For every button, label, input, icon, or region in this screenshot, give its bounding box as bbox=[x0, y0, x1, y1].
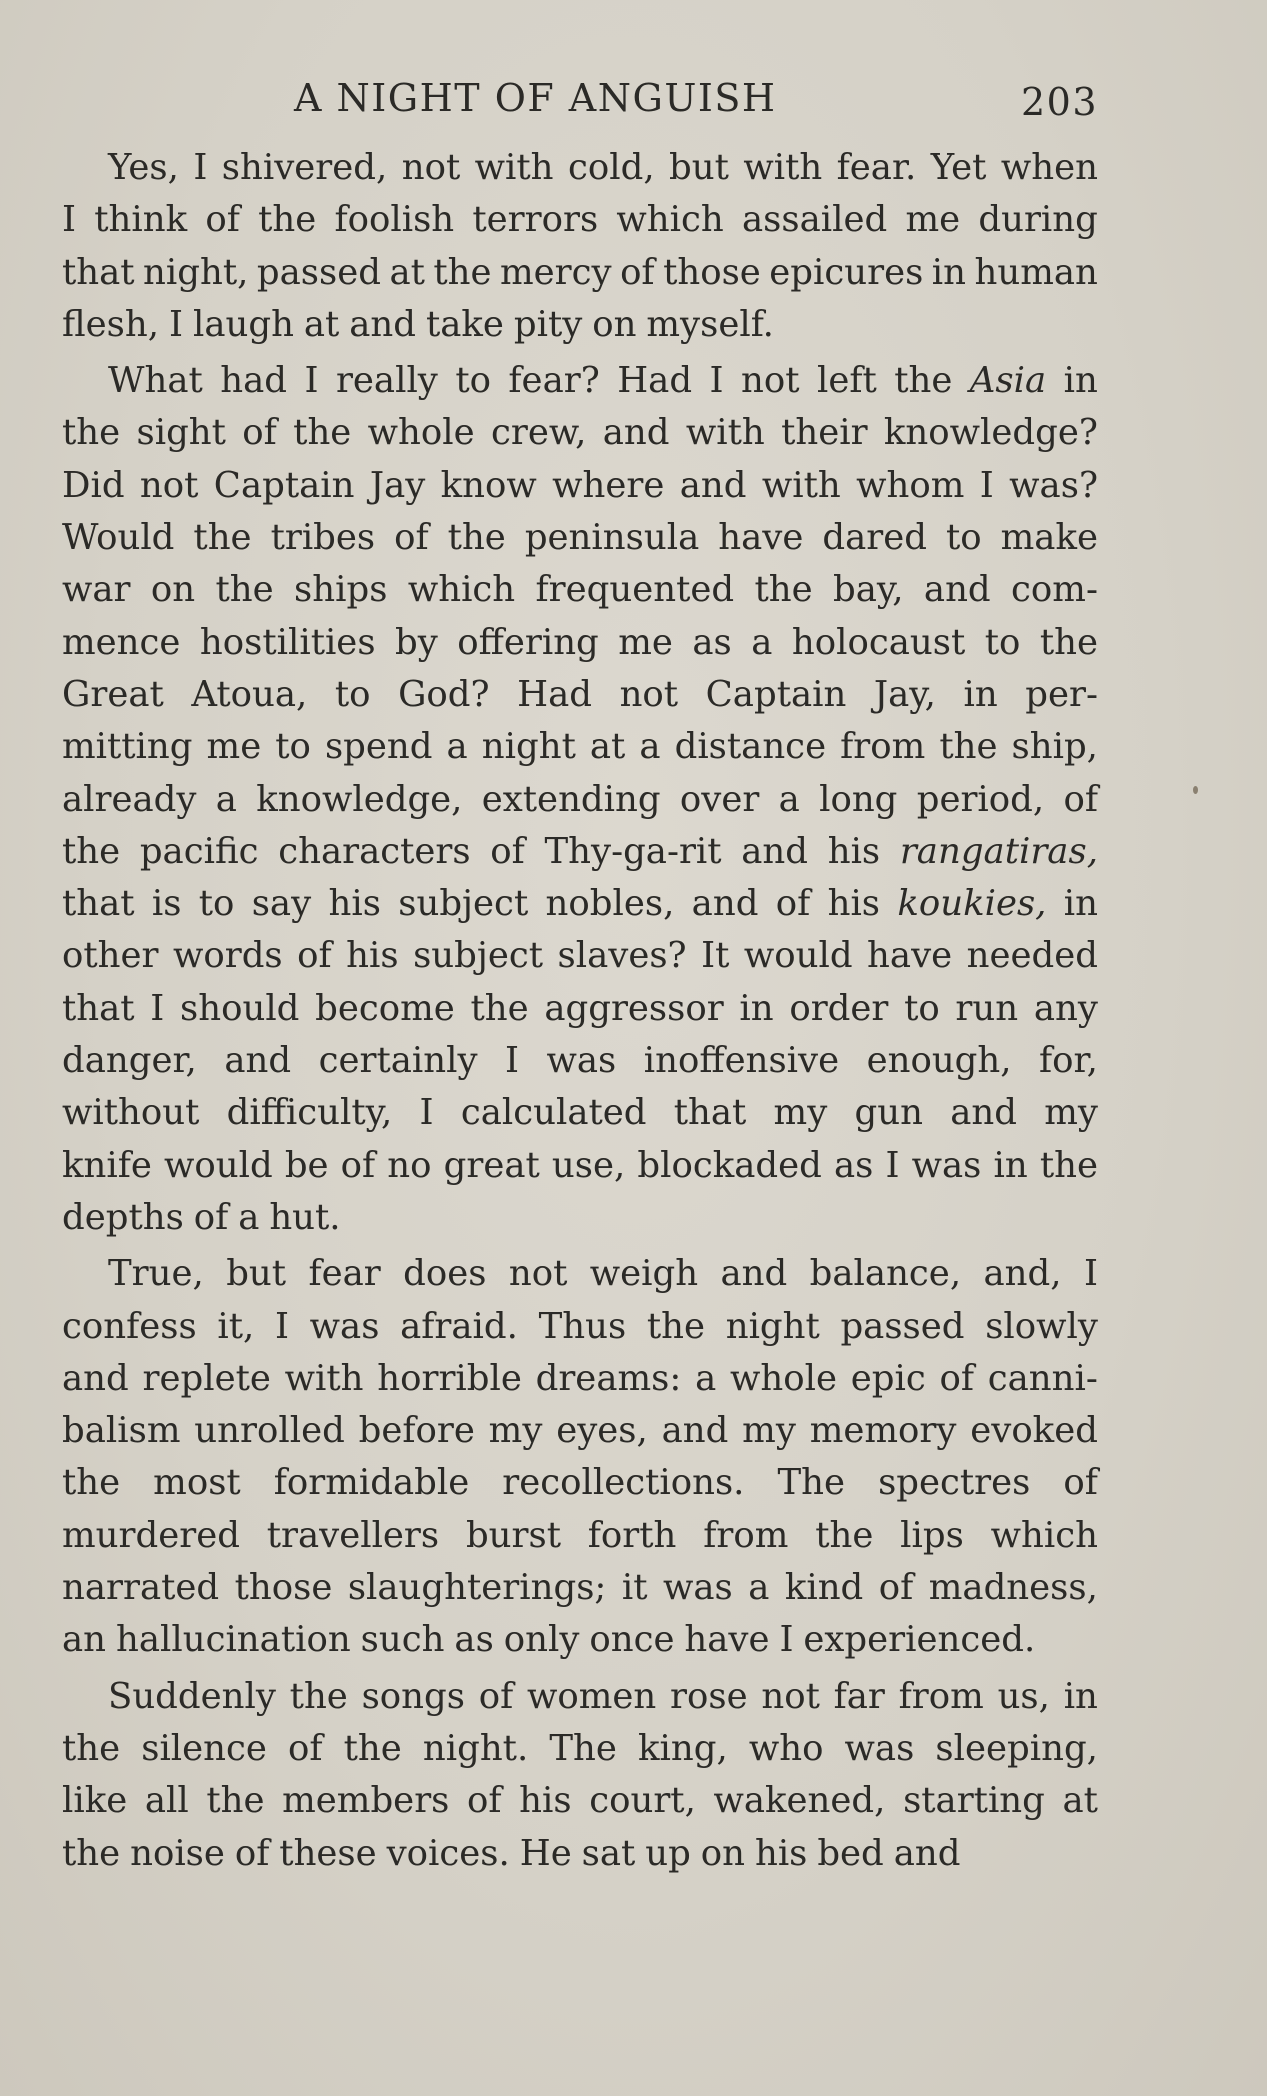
text-line: that I should become the aggressor in order to run any bbox=[62, 987, 1098, 1029]
text-line: the noise of these voices. He sat up on his bed and bbox=[62, 1832, 961, 1874]
text-line: Would the tribes of the peninsula have dared to make bbox=[62, 517, 1098, 559]
body-text bbox=[62, 142, 1098, 1880]
text-line: knife would be of no great use, blockaded as I was in the bbox=[62, 1144, 1098, 1186]
paper-speck bbox=[1193, 786, 1198, 794]
paragraph bbox=[62, 142, 1098, 351]
running-head bbox=[62, 70, 1098, 140]
text-line: and replete with horrible dreams: a whole epic of canni- bbox=[62, 1357, 1098, 1399]
book-page bbox=[62, 70, 1098, 1880]
text-line: mence hostilities by offering me as a holocaust to the bbox=[62, 621, 1098, 663]
text-line: the sight of the whole crew, and with their knowledge? bbox=[62, 412, 1098, 454]
text-line: Did not Captain Jay know where and with whom I was? bbox=[62, 464, 1098, 506]
text-line: that night, passed at the mercy of those epicures in human bbox=[62, 251, 1098, 293]
text-line: that is to say his subject nobles, and of his koukies, in bbox=[62, 883, 1098, 925]
text-line: depths of a hut. bbox=[62, 1196, 341, 1238]
paragraph bbox=[62, 355, 1098, 1244]
text-line: like all the members of his court, wakened, starting at bbox=[62, 1780, 1098, 1822]
text-line: balism unrolled before my eyes, and my memory evoked bbox=[62, 1410, 1098, 1452]
text-line: mitting me to spend a night at a distance from the ship, bbox=[62, 726, 1098, 768]
text-line: other words of his subject slaves? It would have needed bbox=[62, 935, 1098, 977]
text-line: confess it, I was afraid. Thus the night passed slowly bbox=[62, 1305, 1098, 1347]
text-line: without difficulty, I calculated that my gun and my bbox=[62, 1092, 1098, 1134]
text-line: the most formidable recollections. The spectres of bbox=[62, 1462, 1098, 1504]
text-line: war on the ships which frequented the bay, and com- bbox=[62, 569, 1098, 611]
text-line: murdered travellers burst forth from the lips which bbox=[62, 1514, 1098, 1556]
page-number: 203 bbox=[1020, 80, 1098, 124]
text-line: an hallucination such as only once have I experienced. bbox=[62, 1619, 1036, 1661]
text-line: Suddenly the songs of women rose not far from us, in bbox=[108, 1675, 1098, 1717]
text-line: already a knowledge, extending over a long period, of bbox=[62, 778, 1098, 820]
paragraph bbox=[62, 1671, 1098, 1880]
text-line: What had I really to fear? Had I not left the Asia in bbox=[108, 360, 1098, 402]
text-line: Yes, I shivered, not with cold, but with fear. Yet when bbox=[108, 147, 1098, 188]
text-line: the pacific characters of Thy-ga-rit and his rangatiras, bbox=[62, 830, 1098, 872]
text-line: Great Atoua, to God? Had not Captain Jay, in per- bbox=[62, 673, 1098, 715]
paragraph bbox=[62, 1248, 1098, 1666]
text-line: the silence of the night. The king, who was sleeping, bbox=[62, 1727, 1098, 1769]
running-title: A NIGHT OF ANGUISH bbox=[294, 76, 777, 120]
text-line: danger, and certainly I was inoffensive enough, for, bbox=[62, 1040, 1098, 1082]
text-line: I think of the foolish terrors which assailed me during bbox=[62, 199, 1098, 241]
text-line: narrated those slaughterings; it was a kind of madness, bbox=[62, 1567, 1098, 1609]
text-line: flesh, I laugh at and take pity on myself. bbox=[62, 303, 774, 345]
text-line: True, but fear does not weigh and balance, and, I bbox=[108, 1253, 1098, 1295]
